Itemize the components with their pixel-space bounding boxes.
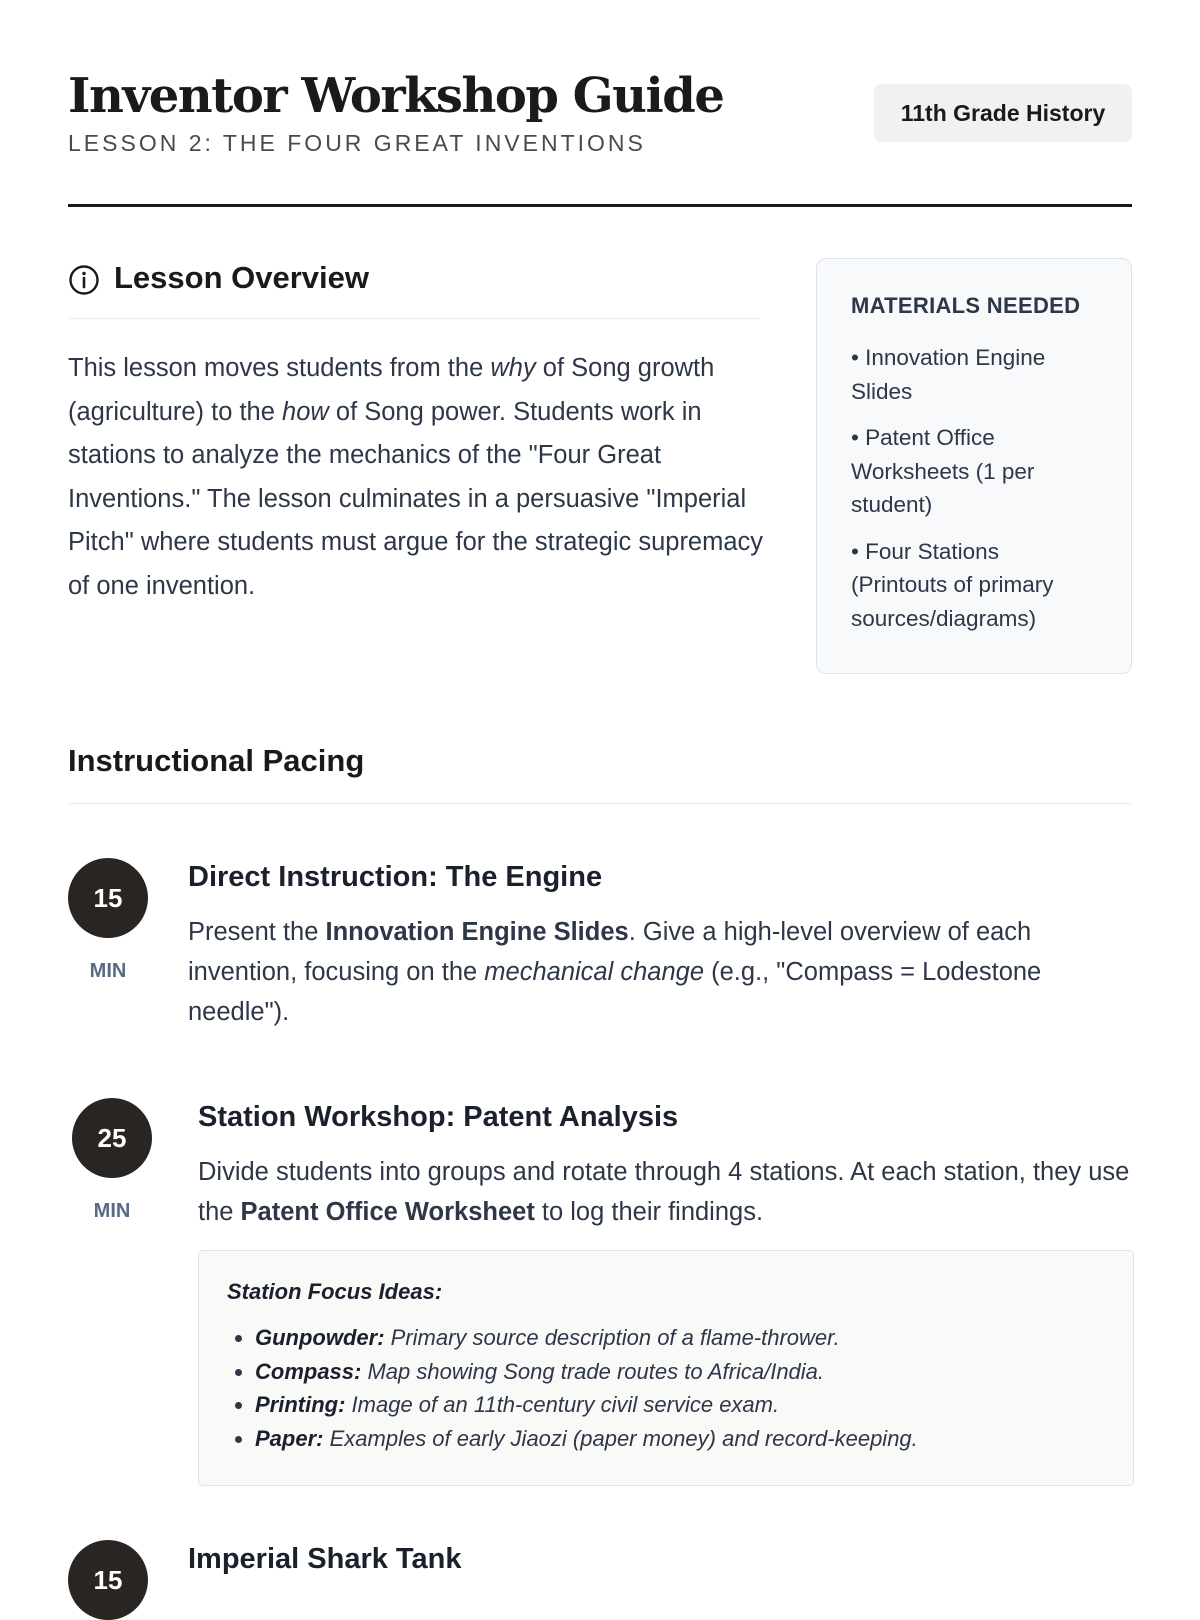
page-header (68, 66, 1132, 207)
materials-needed-card (816, 258, 1132, 674)
materials-item: • Innovation Engine Slides (851, 345, 1046, 404)
station-focus-item (255, 1355, 1105, 1389)
materials-item: • Four Stations (Printouts of primary sources/diagrams) (851, 538, 1054, 631)
station-focus-text: Image of an 11th-century civil service exam. (345, 1392, 780, 1417)
materials-heading: MATERIALS NEEDED (851, 293, 1081, 318)
step-text-part: Divide students into groups and rotate through 4 stations. At each station, they use the (198, 1158, 1130, 1226)
station-focus-item (255, 1321, 1105, 1355)
pacing-header (68, 743, 1132, 804)
station-focus-term: Paper: (255, 1425, 324, 1451)
step-bold-text: Patent Office Worksheet (240, 1198, 535, 1226)
pacing-heading: Instructional Pacing (68, 743, 365, 778)
step-text-part: (e.g., "Compass = Lodestone needle"). (188, 958, 1042, 1026)
duration-badge: 15 (68, 858, 148, 938)
overview-text-part: of Song power. Students work in stations to analyze the mechanics of the "Four Great Inventions." The lesson culminates in a persuasive "Imperial Pitch" where students must argue for the strategic supremacy of one invention. (68, 397, 764, 600)
step-text-part: to log their findings. (534, 1198, 764, 1226)
step-title: Direct Instruction: The Engine (188, 861, 603, 893)
duration-badge: 15 (68, 1540, 148, 1620)
station-focus-box (198, 1250, 1134, 1486)
step-text-part: . Give a high-level overview of each invention, focusing on the (188, 918, 1032, 986)
step-description (198, 1152, 1134, 1232)
overview-heading: Lesson Overview (114, 260, 370, 295)
duration-badge: 25 (72, 1098, 152, 1178)
station-focus-list (227, 1321, 1105, 1455)
materials-item: • Patent Office Worksheets (1 per student) (851, 425, 1035, 517)
station-focus-item (255, 1388, 1105, 1422)
overview-emphasis-how: how (282, 397, 329, 426)
station-focus-text: Examples of early Jiaozi (paper money) and record-keeping. (323, 1425, 918, 1451)
step-title: Station Workshop: Patent Analysis (198, 1101, 679, 1133)
step-emphasis-text: mechanical change (484, 958, 705, 986)
overview-header (68, 258, 760, 319)
grade-badge: 11th Grade History (874, 84, 1132, 142)
overview-paragraph (68, 347, 768, 608)
overview-text-part: of Song growth (agriculture) to the (68, 354, 715, 426)
step-text-part: Present the (188, 918, 326, 946)
station-focus-term: Gunpowder: (255, 1325, 385, 1350)
station-focus-title: Station Focus Ideas: (227, 1279, 443, 1304)
station-focus-item (255, 1422, 1105, 1456)
materials-list (851, 341, 1101, 635)
lesson-subtitle: LESSON 2: THE FOUR GREAT INVENTIONS (68, 130, 646, 156)
overview-text-part: This lesson moves students from the (68, 354, 491, 382)
step-description (188, 912, 1132, 1032)
station-focus-text: Primary source description of a flame-thrower. (384, 1325, 840, 1350)
duration-unit: MIN (93, 1200, 131, 1222)
page-title: Inventor Workshop Guide (68, 68, 724, 124)
overview-emphasis-why: why (490, 354, 536, 382)
station-focus-term: Printing: (255, 1392, 346, 1417)
step-title: Imperial Shark Tank (188, 1543, 462, 1575)
station-focus-text: Map showing Song trade routes to Africa/India. (361, 1358, 825, 1384)
step-bold-text: Innovation Engine Slides (325, 918, 629, 946)
info-icon (68, 264, 100, 296)
duration-unit: MIN (89, 960, 127, 982)
station-focus-term: Compass: (255, 1358, 362, 1384)
